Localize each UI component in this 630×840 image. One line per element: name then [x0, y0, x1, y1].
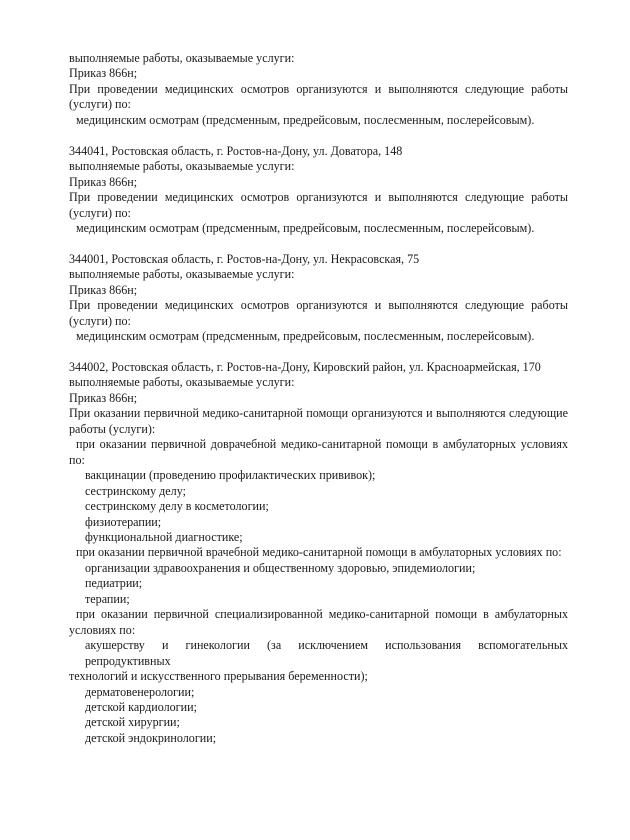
text-line: по: — [69, 452, 85, 467]
document-section — [69, 360, 568, 746]
text-line: выполняемые работы, оказываемые услуги: — [69, 159, 295, 174]
text-line: Приказ 866н; — [69, 174, 138, 189]
text-line: педиатрии; — [85, 576, 143, 591]
text-line: медицинским осмотрам (предсменным, предрейсовым, послесменным, послерейсовым). — [76, 329, 535, 344]
text-line: детской эндокринологии; — [85, 730, 217, 745]
text-line: физиотерапии; — [85, 514, 162, 529]
text-line: условиях по: — [69, 622, 136, 637]
text-line: детской кардиологии; — [85, 699, 197, 714]
text-line: Приказ 866н; — [69, 390, 138, 405]
document-section — [69, 51, 568, 128]
text-line: выполняемые работы, оказываемые услуги: — [69, 375, 295, 390]
text-line: дерматовенерологии; — [85, 684, 195, 699]
text-line: выполняемые работы, оказываемые услуги: — [69, 51, 295, 65]
address-line: 344041, Ростовская область, г. Ростов-на-Дону, ул. Доватора, 148 — [69, 143, 403, 158]
text-line: технологий и искусственного прерывания беременности); — [69, 669, 368, 684]
text-line: Приказ 866н; — [69, 66, 138, 81]
text-line: при оказании первичной специализированной медико-санитарной помощи в амбулаторных — [76, 607, 568, 622]
text-line: организации здравоохранения и общественному здоровью, эпидемиологии; — [85, 560, 476, 575]
text-line: При оказании первичной медико-санитарной помощи организуются и выполняются следующие — [69, 406, 568, 421]
text-line: акушерству и гинекологии (за исключением использования вспомогательных репродуктивных — [85, 638, 568, 668]
text-line: детской хирургии; — [85, 715, 180, 730]
document-section — [69, 144, 568, 237]
text-line: сестринскому делу в косметологии; — [85, 499, 269, 514]
text-line: работы (услуги): — [69, 421, 156, 436]
text-line: выполняемые работы, оказываемые услуги: — [69, 267, 295, 282]
text-line: При проведении медицинских осмотров организуются и выполняются следующие работы — [69, 298, 568, 313]
text-line: функциональной диагностике; — [85, 530, 243, 544]
text-line: терапии; — [85, 591, 130, 606]
address-line: 344001, Ростовская область, г. Ростов-на-Дону, ул. Некрасовская, 75 — [69, 251, 420, 266]
document-section — [69, 252, 568, 345]
text-line: вакцинации (проведению профилактических прививок); — [85, 468, 376, 483]
address-line: 344002, Ростовская область, г. Ростов-на-Дону, Кировский район, ул. Красноармейская, 170 — [69, 360, 541, 375]
license-works-list — [69, 51, 568, 746]
text-line: При проведении медицинских осмотров организуются и выполняются следующие работы — [69, 190, 568, 205]
text-line: Приказ 866н; — [69, 282, 138, 297]
text-line: медицинским осмотрам (предсменным, предрейсовым, послесменным, послерейсовым). — [76, 220, 535, 235]
text-line: при оказании первичной доврачебной медико-санитарной помощи в амбулаторных условиях — [76, 437, 568, 452]
text-line: медицинским осмотрам (предсменным, предрейсовым, послесменным, послерейсовым). — [76, 112, 535, 127]
text-line: При проведении медицинских осмотров организуются и выполняются следующие работы — [69, 81, 568, 96]
text-line: при оказании первичной врачебной медико-санитарной помощи в амбулаторных условиях по: — [76, 545, 562, 560]
text-line: (услуги) по: — [69, 313, 131, 328]
text-line: сестринскому делу; — [85, 483, 186, 498]
text-line: (услуги) по: — [69, 97, 131, 112]
text-line: (услуги) по: — [69, 205, 131, 220]
